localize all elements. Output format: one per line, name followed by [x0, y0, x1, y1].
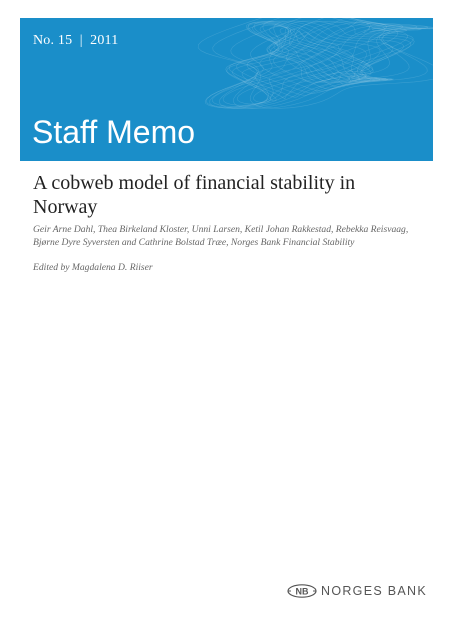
nb-emblem-text: NB [295, 586, 309, 597]
document-title: A cobweb model of financial stability in Norway [33, 172, 356, 218]
editor-credit: Edited by Magdalena D. Riiser [33, 262, 153, 273]
authors-line-1: Geir Arne Dahl, Thea Birkeland Kloster, Unni Larsen, Ketil Johan Rakkestad, Rebekka Reisvaag, [33, 224, 409, 235]
authors-line-2: Bjørne Dyre Syversten and Cathrine Bolstad Træe, Norges Bank Financial Stability [33, 237, 355, 248]
norges-bank-logo [287, 582, 427, 600]
series-title: Staff Memo [32, 114, 196, 150]
logo-wordmark: NORGES BANK [321, 584, 427, 598]
author-list [33, 223, 433, 249]
issue-number: No. 15 | 2011 [33, 33, 119, 48]
cover-banner [20, 18, 433, 161]
nb-emblem-icon [287, 584, 317, 598]
